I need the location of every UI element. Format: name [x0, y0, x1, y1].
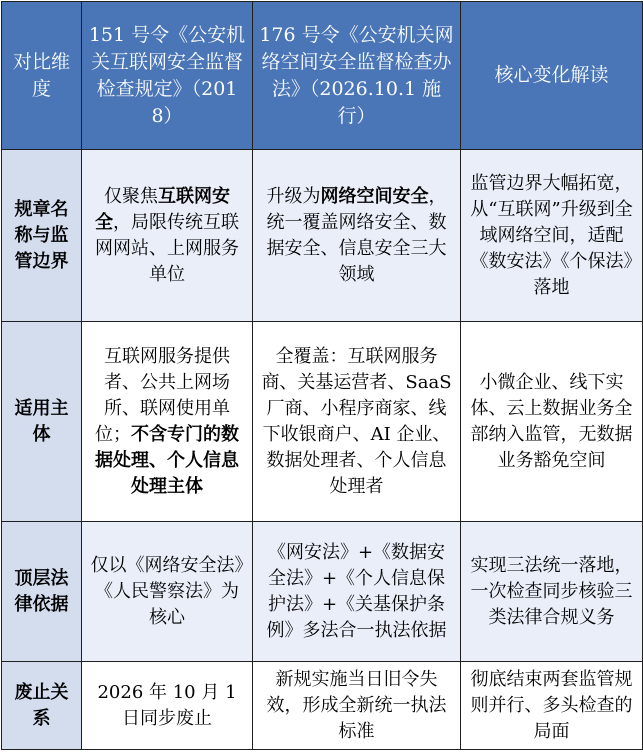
header-old-rule: 151 号令《公安机关互联网安全监督检查规定》（2018） — [82, 2, 253, 150]
header-dimension: 对比维度 — [2, 2, 82, 150]
header-row — [2, 2, 643, 150]
row-analysis: 彻底结束两套监管规则并行、多头检查的局面 — [461, 662, 643, 750]
header-analysis: 核心变化解读 — [461, 2, 643, 150]
row-dimension: 适用主体 — [2, 322, 82, 522]
row-new-rule — [253, 150, 461, 322]
row-old-rule: 2026 年 10 月 1 日同步废止 — [82, 662, 253, 750]
old-text-bold: 不含专门的数据处理、个人信息处理主体 — [95, 423, 239, 497]
table-row — [2, 150, 643, 322]
new-text-post: ，统一覆盖网络安全、数据安全、信息安全三大领域 — [266, 185, 447, 285]
row-new-rule: 《网安法》+《数据安全法》+《个人信息保护法》+《关基保护条例》多法合一执法依据 — [253, 522, 461, 662]
table-row — [2, 522, 643, 662]
row-analysis: 监管边界大幅拓宽，从“互联网”升级到全域网络空间，适配《数安法》《个保法》落地 — [461, 150, 643, 322]
row-old-rule: 仅以《网络安全法》《人民警察法》为核心 — [82, 522, 253, 662]
header-new-rule: 176 号令《公安机关网络空间安全监督检查办法》（2026.10.1 施行） — [253, 2, 461, 150]
row-new-rule: 全覆盖：互联网服务商、关基运营者、SaaS 厂商、小程序商家、线下收银商户、AI 企业、数据处理者、个人信息处理者 — [253, 322, 461, 522]
row-dimension: 规章名称与监管边界 — [2, 150, 82, 322]
old-text-post: ，局限传统互联网网站、上网服务单位 — [95, 211, 239, 285]
row-analysis: 小微企业、线下实体、云上数据业务全部纳入监管，无数据业务豁免空间 — [461, 322, 643, 522]
old-text-pre: 仅聚焦 — [104, 185, 158, 207]
old-text-bold: 互联网安全 — [95, 185, 230, 233]
row-analysis: 实现三法统一落地，一次检查同步核验三类法律合规义务 — [461, 522, 643, 662]
row-old-rule — [82, 322, 253, 522]
comparison-table — [1, 1, 643, 750]
row-old-rule — [82, 150, 253, 322]
row-dimension: 顶层法律依据 — [2, 522, 82, 662]
table-row — [2, 662, 643, 750]
table-row — [2, 322, 643, 522]
new-text-pre: 升级为 — [266, 185, 321, 207]
old-text-pre: 互联网服务提供者、公共上网场所、联网使用单位； — [95, 345, 230, 445]
new-text-bold: 网络空间安全 — [320, 185, 429, 207]
row-new-rule: 新规实施当日旧令失效，形成全新统一执法标准 — [253, 662, 461, 750]
row-dimension: 废止关系 — [2, 662, 82, 750]
